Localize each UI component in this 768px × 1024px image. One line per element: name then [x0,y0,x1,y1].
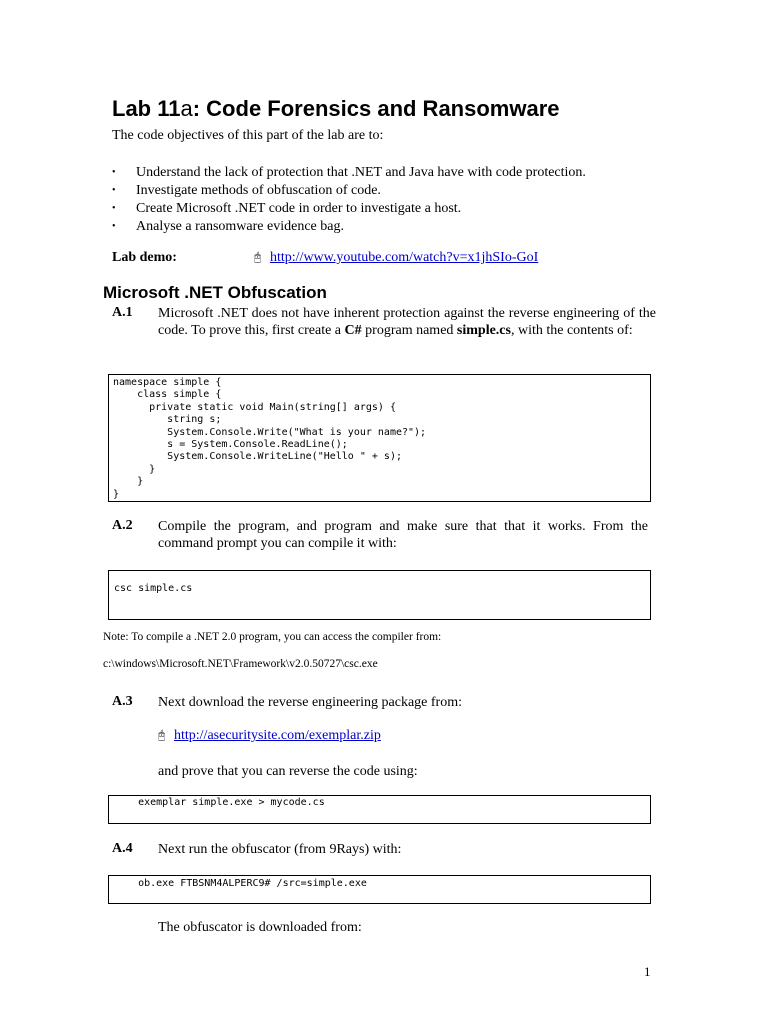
code-text: csc simple.cs [114,583,193,594]
mouse-icon: 🖰 [254,250,262,264]
obfuscator-text: The obfuscator is downloaded from: [158,920,362,935]
step-a4-text: Next run the obfuscator (from 9Rays) with: [158,842,402,857]
step-number: A.2 [112,518,133,533]
step-a1-text-part: Microsoft .NET does not have inherent protection against the reverse engineering of the code. To prove this, first create a [158,306,656,338]
exemplar-link[interactable]: http://asecuritysite.com/exemplar.zip [174,728,381,743]
objectives-list [112,164,586,236]
step-number: A.1 [112,305,133,320]
title-suffix: : Code Forensics and Ransomware [192,96,560,121]
exemplar-link-row [158,728,381,744]
step-a1-text-part: , with the contents of: [510,323,633,338]
step-a2-text: Compile the program, and program and make sure that that it works. From the command prompt you can compile it with: [158,519,648,551]
step-a1-text [158,305,656,339]
step-number: A.4 [112,841,133,856]
bullet-icon: • [112,203,116,214]
code-text: exemplar simple.exe > mycode.cs [114,797,325,808]
list-item [112,182,586,200]
objective-text: Understand the lack of protection that .NET and Java have with code protection. [136,165,586,180]
code-block-simple-cs [108,374,651,502]
lab-demo-link[interactable]: http://www.youtube.com/watch?v=x1jhSIo-GoI [270,250,539,265]
code-text: ob.exe FTBSNM4ALPERC9# /src=simple.exe [114,878,367,889]
step-a3-text: Next download the reverse engineering package from: [158,695,462,710]
step-number: A.3 [112,694,133,709]
step-a3-after: and prove that you can reverse the code using: [158,764,418,779]
note-text: Note: To compile a .NET 2.0 program, you can access the compiler from: [103,631,442,643]
page-number: 1 [644,964,651,979]
lab-demo-link-row [254,250,538,266]
title-letter: a [180,96,193,121]
code-text: namespace simple { class simple { private static void Main(string[] args) { string s; System.Console.Write("What is your name?"); s = System.Console.ReadLine(); System.Console.WriteLine("Hello " + s); } } } [113,377,427,500]
bullet-icon: • [112,221,116,232]
section-heading: Microsoft .NET Obfuscation [103,283,327,302]
intro-text: The code objectives of this part of the lab are to: [112,128,384,143]
objective-text: Investigate methods of obfuscation of code. [136,183,381,198]
csharp-label: C# [344,323,362,338]
page-title [112,96,560,122]
list-item [112,218,586,236]
title-prefix: Lab 11 [112,96,181,121]
code-block-compile [108,570,651,620]
objective-text: Create Microsoft .NET code in order to investigate a host. [136,201,462,216]
mouse-icon: 🖰 [158,728,166,742]
code-block-exemplar [108,795,651,824]
bullet-icon: • [112,185,116,196]
step-a1-text-part: program named [361,323,457,338]
objective-text: Analyse a ransomware evidence bag. [136,219,344,234]
list-item [112,164,586,182]
bullet-icon: • [112,167,116,178]
file-name: simple.cs [456,323,511,338]
list-item [112,200,586,218]
compiler-path: c:\windows\Microsoft.NET\Framework\v2.0.50727\csc.exe [103,658,378,670]
lab-demo-label: Lab demo: [112,250,177,265]
code-block-obfuscator [108,875,651,904]
